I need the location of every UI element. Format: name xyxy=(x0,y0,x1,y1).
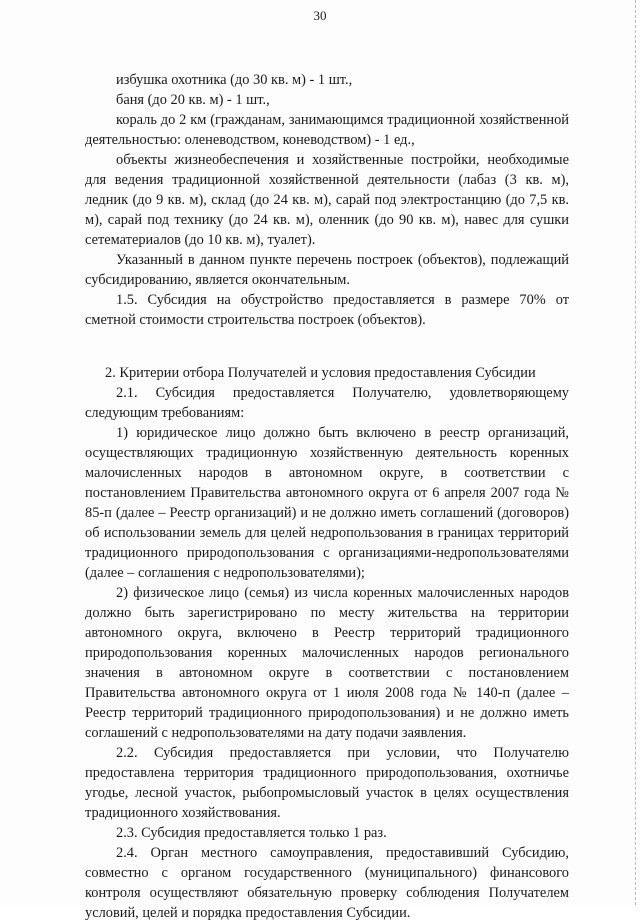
section-heading-2: 2. Критерии отбора Получателей и условия предоставления Субсидии xyxy=(105,365,536,381)
paragraph-corral: кораль до 2 км (гражданам, занимающимся традиционной хозяйственной деятельностью: оленеводством, коневодством) - 1 ед., xyxy=(85,112,569,148)
paragraph-1-5: 1.5. Субсидия на обустройство предоставляется в размере 70% от сметной стоимости строительства построек (объектов). xyxy=(85,292,569,328)
paragraph-2-3: 2.3. Субсидия предоставляется только 1 раз. xyxy=(116,825,387,841)
paragraph-2-1-item-1: 1) юридическое лицо должно быть включено в реестр организаций, осуществляющих традиционную хозяйственную деятельность коренных малочисленных народов в автономном округе, в соответствии с постановлением Правительства автономного округа от 6 апреля 2007 года № 85-п (далее – Реестр организаций) и не должно иметь соглашений (договоров) об использовании земель для целей недропользования в границах территорий традиционного природопользования с организациями-недропользователями (далее – соглашения с недропользователями); xyxy=(85,425,569,581)
paragraph-life-support-objects: объекты жизнеобеспечения и хозяйственные постройки, необходимые для ведения традиционной хозяйственной деятельности (лабаз (3 кв. м), ледник (до 9 кв. м), склад (до 24 кв. м), сарай под электростанцию (до 7,5 кв. м), сарай под технику (до 24 кв. м), оленник (до 90 кв. м), навес для сушки сетематериалов (до 10 кв. м), туалет). xyxy=(85,152,569,248)
paragraph-2-2: 2.2. Субсидия предоставляется при условии, что Получателю предоставлена территория традиционного природопользования, охотничье угодье, лесной участок, рыбопромысловый участок в целях осуществления традиционного хозяйствования. xyxy=(85,745,569,821)
paragraph-2-1: 2.1. Субсидия предоставляется Получателю, удовлетворяющему следующим требованиям: xyxy=(85,385,569,421)
paragraph-final-list: Указанный в данном пункте перечень построек (объектов), подлежащий субсидированию, является окончательным. xyxy=(85,252,569,288)
paragraph-hunter-hut: избушка охотника (до 30 кв. м) - 1 шт., xyxy=(116,72,353,88)
document-body xyxy=(85,70,569,923)
paragraph-2-1-item-2: 2) физическое лицо (семья) из числа коренных малочисленных народов должно быть зарегистрировано по месту жительства на территории автономного округа, включено в Реестр территорий традиционного природопользования коренных малочисленных народов регионального значения в автономном округе в соответствии с постановлением Правительства автономного округа от 1 июля 2008 года № 140-п (далее – Реестр территорий традиционного природопользования) и не должно иметь соглашений с недропользователями на дату подачи заявления. xyxy=(85,585,569,741)
paragraph-2-4: 2.4. Орган местного самоуправления, предоставивший Субсидию, совместно с органом государственного (муниципального) финансового контроля осуществляют обязательную проверку соблюдения Получателем условий, целей и порядка предоставления Субсидии. xyxy=(85,845,569,921)
scan-edge-line xyxy=(634,0,636,905)
page-number: 30 xyxy=(313,8,327,23)
paragraph-bathhouse: баня (до 20 кв. м) - 1 шт., xyxy=(116,92,270,108)
